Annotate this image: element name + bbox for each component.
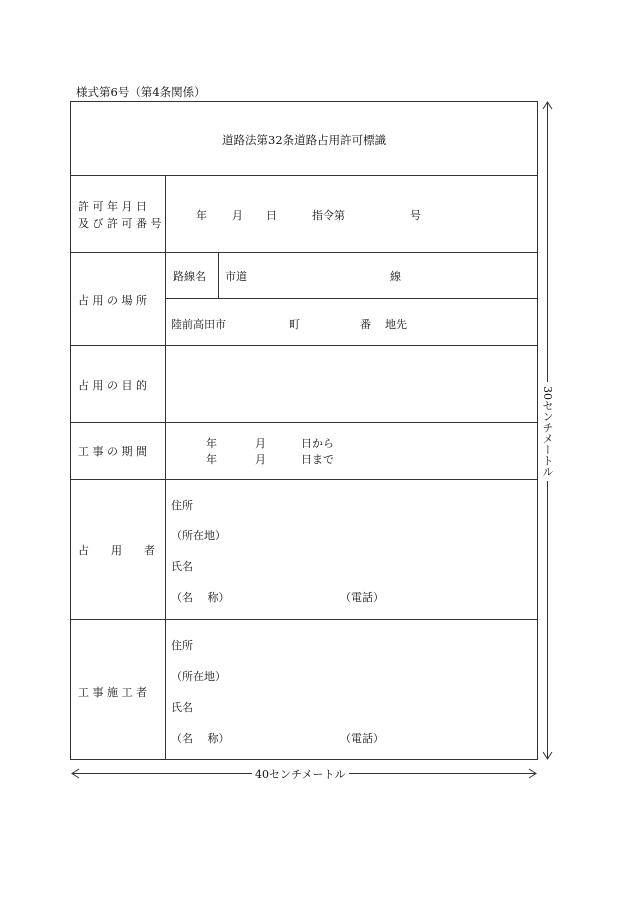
occupant-address: 住所: [171, 499, 193, 512]
occupant-name-paren: （名 称）: [171, 591, 230, 604]
location-town: 町: [289, 318, 300, 331]
occupant-location-paren: （所在地）: [171, 529, 226, 542]
permit-month: 月: [232, 209, 243, 222]
permit-label-line2: 及 び 許 可 番 号: [78, 217, 162, 230]
period-to-day: 日まで: [301, 453, 334, 466]
arrow-right-icon: [529, 769, 537, 778]
contractor-label: 工 事 施 工 者: [78, 686, 147, 699]
contractor-address: 住所: [171, 639, 193, 652]
period-to-month: 月: [255, 453, 266, 466]
permit-day: 日: [266, 209, 277, 222]
route-name-label: 路線名: [173, 270, 206, 283]
form-number: 様式第6号（第4条関係）: [76, 85, 206, 99]
arrow-left-icon: [71, 769, 79, 778]
permit-number: 号: [410, 209, 421, 222]
permit-year: 年: [196, 209, 207, 222]
contractor-name: 氏名: [171, 701, 193, 714]
occupant-label: 占 用 者: [78, 544, 155, 557]
route-suffix: 線: [390, 270, 401, 283]
occupant-name: 氏名: [171, 560, 193, 573]
contractor-phone: （電話）: [340, 732, 384, 745]
route-prefix: 市道: [225, 270, 247, 283]
period-label: 工 事 の 期 間: [78, 445, 147, 458]
contractor-name-paren: （名 称）: [171, 732, 230, 745]
permit-directive: 指令第: [312, 209, 345, 222]
period-to-year: 年: [206, 453, 217, 466]
sign-title: 道路法第32条道路占用許可標識: [222, 133, 387, 147]
purpose-label: 占 用 の 目 的: [78, 379, 147, 392]
height-dimension-label: 30センチメートル: [540, 382, 554, 481]
location-ban: 番: [360, 318, 371, 331]
location-chisaki: 地先: [385, 318, 407, 331]
arrow-up-icon: [543, 101, 552, 109]
period-from-year: 年: [206, 437, 217, 450]
period-from-month: 月: [255, 437, 266, 450]
width-dimension-label: 40センチメートル: [252, 766, 349, 782]
location-city: 陸前高田市: [171, 318, 226, 331]
arrow-down-icon: [543, 752, 552, 760]
location-label: 占 用 の 場 所: [78, 294, 147, 307]
period-from-day: 日から: [301, 437, 334, 450]
permit-label-line1: 許 可 年 月 日: [78, 200, 147, 213]
occupant-phone: （電話）: [340, 591, 384, 604]
contractor-location-paren: （所在地）: [171, 670, 226, 683]
